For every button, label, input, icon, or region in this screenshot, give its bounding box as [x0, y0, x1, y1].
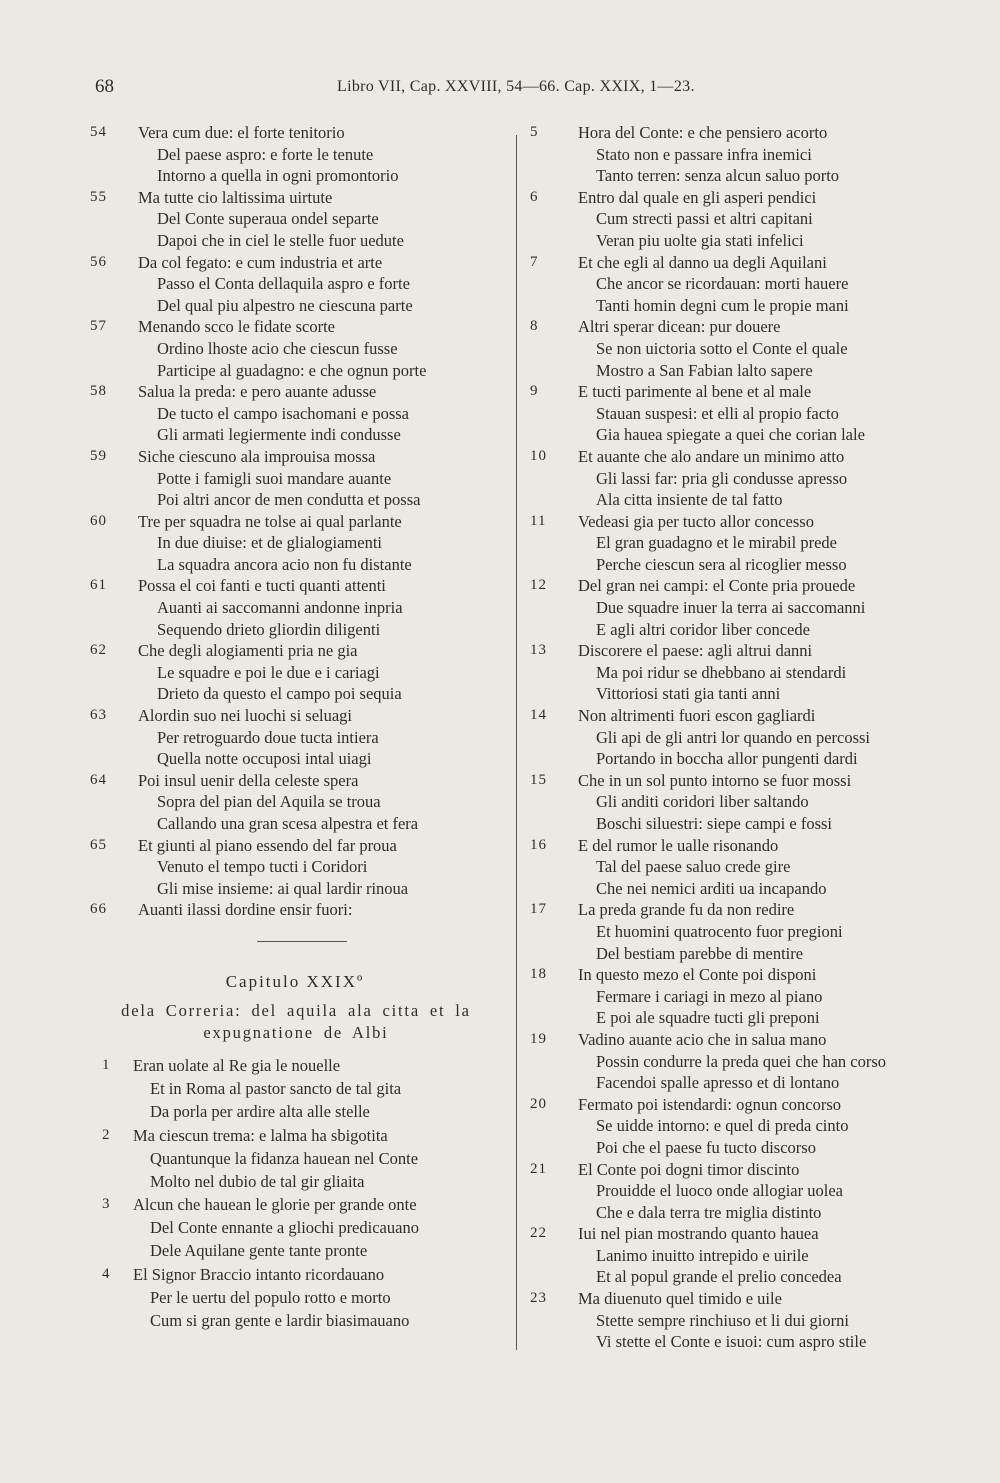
stanza-number: 60: [90, 512, 107, 529]
stanza: [90, 381, 510, 446]
verse-line: Boschi siluestri: siepe campi e fossi: [596, 814, 833, 833]
verse-line: Tal del paese saluo crede gire: [596, 857, 791, 877]
verse-line: Venuto el tempo tucti i Coridori: [157, 857, 368, 877]
verse-line: In due diuise: et de glialogiamenti: [157, 533, 382, 553]
verse-text: Alcun che hauean le glorie per grande onte: [133, 1195, 417, 1215]
verse-line: Cum strecti passi et altri capitani: [596, 209, 813, 229]
verse-text: In questo mezo el Conte poi disponi: [578, 965, 817, 985]
stanza-number: 22: [530, 1225, 547, 1242]
stanza: [530, 575, 970, 640]
stanza: [90, 1193, 510, 1263]
verse-line: Del Conte ennante a gliochi predicauano: [150, 1218, 419, 1238]
verse-line: Passo el Conta dellaquila aspro e forte: [157, 274, 410, 294]
verse-line: Auanti ai saccomanni andonne inpria: [157, 598, 403, 618]
verse-line: [90, 1054, 510, 1077]
verse-line: Che nei nemici arditi ua incapando: [596, 878, 827, 898]
verse-line: Poi altri ancor de men condutta et possa: [157, 490, 421, 510]
verse-line: Gli api de gli antri lor quando en percossi: [596, 727, 871, 747]
verse-line: Stette sempre rinchiuso et li dui giorni: [596, 1310, 849, 1330]
verse-line: [90, 1193, 510, 1216]
verse-line: Tanto terren: senza alcun saluo porto: [596, 166, 840, 186]
verse-text: El Conte poi dogni timor discinto: [578, 1159, 800, 1179]
verse-line: [90, 511, 510, 533]
verse-text: Da col fegato: e cum industria et arte: [138, 252, 383, 272]
stanza-number: 9: [530, 383, 539, 400]
verse-line: Dele Aquilane gente tante pronte: [150, 1241, 368, 1261]
verse-line: Che ancor se ricordauan: morti hauere: [596, 274, 849, 294]
verse-line: [530, 964, 970, 986]
stanza-number: 57: [90, 318, 107, 335]
verse-text: Vedeasi gia per tucto allor concesso: [578, 511, 814, 531]
stanza-number: 8: [530, 318, 539, 335]
verse-line: [90, 446, 510, 468]
verse-text: E del rumor le ualle risonando: [578, 835, 779, 855]
stanza: [90, 899, 510, 921]
verse-line: [90, 1263, 510, 1286]
verse-line: [530, 1288, 970, 1310]
chapter-title: Capitulo XXIXº: [225, 971, 365, 991]
stanza-number: 14: [530, 707, 547, 724]
verse-line: Callando una gran scesa alpestra et fera: [157, 814, 419, 833]
verse-line: Del bestiam parebbe di mentire: [596, 943, 804, 963]
verse-line: Del paese aspro: e forte le tenute: [157, 144, 374, 164]
verse-text: Vadino auante acio che in salua mano: [578, 1029, 827, 1049]
verse-line: [90, 381, 510, 403]
stanza: [90, 122, 510, 187]
verse-text: Et giunti al piano essendo del far proua: [138, 835, 397, 855]
stanza: [530, 252, 970, 317]
verse-text: Iui nel pian mostrando quanto hauea: [578, 1224, 819, 1244]
stanza-number: 2: [102, 1126, 111, 1143]
stanza: [530, 446, 970, 511]
stanza: [530, 1223, 970, 1288]
stanza-number: 17: [530, 901, 547, 918]
verse-text: Et auante che alo andare un minimo atto: [578, 446, 845, 466]
stanza-number: 59: [90, 447, 107, 464]
stanza: [530, 705, 970, 770]
stanza: [90, 835, 510, 900]
verse-text: Fermato poi istendardi: ognun concorso: [578, 1094, 842, 1114]
stanza-list-chapter-29: [90, 1054, 510, 1332]
verse-line: Facendoi spalle apresso et di lontano: [596, 1073, 840, 1093]
stanza-number: 58: [90, 383, 107, 400]
verse-line: Participe al guadagno: e che ognun porte: [157, 360, 427, 380]
stanza: [90, 770, 510, 835]
section-rule: [257, 941, 347, 942]
verse-line: [90, 122, 510, 144]
verse-line: Molto nel dubio de tal gir gliaita: [150, 1171, 365, 1191]
verse-text: Menando scco le fidate scorte: [138, 317, 336, 337]
right-column: [530, 122, 970, 1353]
verse-line: [530, 575, 970, 597]
verse-text: Ma ciescun trema: e lalma ha sbigotita: [133, 1125, 388, 1145]
verse-line: Stauan suspesi: et elli al propio facto: [596, 403, 839, 423]
stanza-number: 13: [530, 642, 547, 659]
verse-line: [90, 252, 510, 274]
verse-line: Stato non e passare infra inemici: [596, 144, 812, 164]
verse-line: Se non uictoria sotto el Conte el quale: [596, 338, 848, 358]
verse-line: [530, 316, 970, 338]
page-header: [95, 76, 895, 106]
left-column: [90, 122, 510, 1332]
stanza-number: 66: [90, 901, 107, 918]
verse-text: Siche ciescuno ala improuisa mossa: [138, 446, 376, 466]
verse-line: Intorno a quella in ogni promontorio: [157, 166, 399, 186]
verse-text: El Signor Braccio intanto ricordauano: [133, 1264, 385, 1284]
verse-line: Per retroguardo doue tucta intiera: [157, 727, 379, 747]
stanza-number: 62: [90, 642, 107, 659]
stanza: [530, 1288, 970, 1353]
verse-line: [530, 252, 970, 274]
verse-line: [530, 770, 970, 792]
verse-line: Dapoi che in ciel le stelle fuor uedute: [157, 230, 404, 250]
verse-text: Hora del Conte: e che pensiero acorto: [578, 123, 828, 142]
verse-line: E agli altri coridor liber concede: [596, 619, 810, 639]
verse-line: Poi che el paese fu tucto discorso: [596, 1137, 816, 1157]
stanza: [90, 316, 510, 381]
stanza: [530, 316, 970, 381]
stanza: [90, 1124, 510, 1194]
stanza-number: 11: [530, 512, 547, 529]
stanza: [530, 381, 970, 446]
stanza: [530, 964, 970, 1029]
verse-line: Fermare i cariagi in mezo al piano: [596, 986, 823, 1006]
stanza-list-right: [530, 122, 970, 1353]
stanza: [530, 640, 970, 705]
verse-line: Tanti homin degni cum le propie mani: [596, 295, 849, 315]
verse-line: Et huomini quatrocento fuor pregioni: [596, 921, 843, 941]
verse-line: Gli anditi coridori liber saltando: [596, 792, 809, 812]
stanza-list-chapter-28: [90, 122, 510, 921]
verse-line: [530, 381, 970, 403]
verse-line: [90, 1124, 510, 1147]
stanza: [530, 511, 970, 576]
stanza: [530, 122, 970, 187]
verse-line: [530, 1223, 970, 1245]
verse-line: La squadra ancora acio non fu distante: [157, 554, 412, 574]
verse-line: Le squadre e poi le due e i cariagi: [157, 662, 380, 682]
stanza: [530, 1159, 970, 1224]
stanza-number: 16: [530, 836, 547, 853]
stanza-number: 6: [530, 188, 539, 205]
verse-line: [530, 1029, 970, 1051]
stanza-number: 3: [102, 1196, 111, 1213]
verse-line: [90, 705, 510, 727]
verse-line: Ordino lhoste acio che ciescun fusse: [157, 338, 398, 358]
verse-text: Tre per squadra ne tolse ai qual parlante: [138, 511, 402, 531]
verse-line: [90, 899, 510, 921]
verse-line: [90, 640, 510, 662]
verse-line: Che e dala terra tre miglia distinto: [596, 1202, 822, 1222]
verse-line: Sopra del pian del Aquila se troua: [157, 792, 381, 812]
verse-text: Altri sperar dicean: pur douere: [578, 317, 781, 337]
verse-line: Quella notte occuposi intal uiagi: [157, 749, 372, 769]
verse-line: Se uidde intorno: e quel di preda cinto: [596, 1116, 849, 1136]
verse-line: Vi stette el Conte e isuoi: cum aspro stile: [596, 1332, 867, 1352]
verse-text: Che degli alogiamenti pria ne gia: [138, 641, 358, 661]
stanza-number: 1: [102, 1056, 111, 1073]
verse-line: Sequendo drieto gliordin diligenti: [157, 619, 381, 639]
verse-line: Perche ciescun sera al ricoglier messo: [596, 554, 847, 574]
verse-line: Ala citta insiente de tal fatto: [596, 490, 783, 510]
stanza: [530, 770, 970, 835]
stanza: [530, 1029, 970, 1094]
verse-line: Quantunque la fidanza hauean nel Conte: [150, 1148, 419, 1168]
verse-line: [530, 640, 970, 662]
stanza-number: 55: [90, 188, 107, 205]
verse-line: [530, 122, 970, 144]
stanza-number: 65: [90, 836, 107, 853]
verse-line: Per le uertu del populo rotto e morto: [150, 1287, 391, 1307]
verse-line: [530, 187, 970, 209]
verse-text: Ma tutte cio laltissima uirtute: [138, 187, 333, 207]
stanza-number: 15: [530, 771, 547, 788]
verse-text: Ma diuenuto quel timido e uile: [578, 1289, 782, 1309]
verse-line: [90, 835, 510, 857]
stanza: [530, 835, 970, 900]
verse-line: Da porla per ardire alta alle stelle: [150, 1102, 370, 1122]
verse-line: Del qual piu alpestro ne ciescuna parte: [157, 295, 413, 315]
verse-line: Portando in boccha allor pungenti dardi: [596, 749, 858, 769]
verse-line: [90, 770, 510, 792]
verse-line: Ma poi ridur se dhebbano ai stendardi: [596, 662, 847, 682]
stanza-number: 4: [102, 1265, 111, 1282]
chapter-subtitle-line: expugnatione de Albi: [203, 1022, 389, 1042]
verse-line: [530, 446, 970, 468]
verse-line: Possin condurre la preda quei che han corso: [596, 1051, 887, 1071]
verse-text: Che in un sol punto intorno se fuor mossi: [578, 770, 852, 790]
verse-line: Prouidde el luoco onde allogiar uolea: [596, 1181, 843, 1201]
verse-line: Due squadre inuer la terra ai saccomanni: [596, 598, 866, 618]
stanza-number: 21: [530, 1160, 547, 1177]
stanza: [90, 511, 510, 576]
stanza: [90, 705, 510, 770]
running-head: Libro VII, Cap. XXVIII, 54—66. Cap. XXIX, 1—23.: [337, 78, 695, 95]
chapter-subtitle: [90, 1000, 502, 1044]
verse-line: [530, 1159, 970, 1181]
verse-text: La preda grande fu da non redire: [578, 900, 795, 920]
verse-line: Gli mise insieme: ai qual lardir rinoua: [157, 878, 409, 898]
verse-line: [530, 835, 970, 857]
stanza: [90, 446, 510, 511]
stanza-number: 5: [530, 124, 539, 140]
verse-text: Entro dal quale en gli asperi pendici: [578, 187, 817, 207]
stanza-number: 18: [530, 966, 547, 983]
verse-text: Del gran nei campi: el Conte pria prouede: [578, 576, 856, 596]
stanza-number: 20: [530, 1095, 547, 1112]
verse-text: Vera cum due: el forte tenitorio: [138, 123, 345, 142]
verse-line: Lanimo inuitto intrepido e uirile: [596, 1245, 809, 1265]
verse-line: Et al popul grande el prelio concedea: [596, 1267, 842, 1287]
stanza-number: 23: [530, 1290, 547, 1307]
stanza-number: 19: [530, 1030, 547, 1047]
stanza-number: 64: [90, 771, 107, 788]
verse-line: Et in Roma al pastor sancto de tal gita: [150, 1079, 402, 1099]
stanza-number: 63: [90, 707, 107, 724]
stanza: [90, 575, 510, 640]
column-divider: [516, 135, 517, 1350]
verse-text: Possa el coi fanti e tucti quanti attenti: [138, 576, 386, 596]
stanza-number: 12: [530, 577, 547, 594]
stanza-number: 7: [530, 253, 539, 270]
verse-text: Alordin suo nei luochi si seluagi: [138, 706, 353, 726]
verse-line: [530, 705, 970, 727]
verse-line: El gran guadagno et le mirabil prede: [596, 533, 837, 553]
verse-line: Cum si gran gente e lardir biasimauano: [150, 1311, 410, 1331]
stanza: [530, 1094, 970, 1159]
verse-line: [530, 899, 970, 921]
verse-line: [90, 187, 510, 209]
verse-line: E poi ale squadre tucti gli preponi: [596, 1008, 820, 1028]
page-number: 68: [95, 76, 114, 97]
stanza-number: 61: [90, 577, 107, 594]
stanza: [90, 252, 510, 317]
stanza: [90, 187, 510, 252]
verse-line: Mostro a San Fabian lalto sapere: [596, 360, 813, 380]
verse-line: Vittoriosi stati gia tanti anni: [596, 684, 781, 704]
stanza-number: 56: [90, 253, 107, 270]
verse-line: [90, 316, 510, 338]
chapter-subtitle-line: dela Correria: del aquila ala citta et la: [121, 1000, 471, 1020]
verse-line: Gia hauea spiegate a quei che corian lale: [596, 425, 865, 445]
verse-line: De tucto el campo isachomani e possa: [157, 403, 410, 423]
verse-line: Gli armati legiermente indi condusse: [157, 425, 401, 445]
stanza: [90, 1263, 510, 1333]
stanza: [530, 899, 970, 964]
verse-line: [530, 1094, 970, 1116]
verse-text: Eran uolate al Re gia le nouelle: [133, 1055, 341, 1075]
verse-text: Poi insul uenir della celeste spera: [138, 770, 359, 790]
verse-line: Veran piu uolte gia stati infelici: [596, 230, 804, 250]
verse-line: Del Conte superaua ondel separte: [157, 209, 379, 229]
stanza: [90, 1054, 510, 1124]
verse-text: Non altrimenti fuori escon gagliardi: [578, 706, 816, 726]
stanza-number: 10: [530, 447, 547, 464]
verse-text: Et che egli al danno ua degli Aquilani: [578, 252, 827, 272]
verse-text: Salua la preda: e pero auante adusse: [138, 382, 377, 402]
verse-line: Gli lassi far: pria gli condusse apresso: [596, 468, 848, 488]
verse-line: [90, 575, 510, 597]
verse-text: E tucti parimente al bene et al male: [578, 382, 812, 402]
stanza: [90, 640, 510, 705]
verse-line: Potte i famigli suoi mandare auante: [157, 468, 392, 488]
stanza-number: 54: [90, 124, 107, 140]
verse-text: Discorere el paese: agli altrui danni: [578, 641, 813, 661]
verse-line: Drieto da questo el campo poi sequia: [157, 684, 402, 704]
stanza: [530, 187, 970, 252]
verse-text: Auanti ilassi dordine ensir fuori:: [138, 900, 353, 920]
verse-line: [530, 511, 970, 533]
